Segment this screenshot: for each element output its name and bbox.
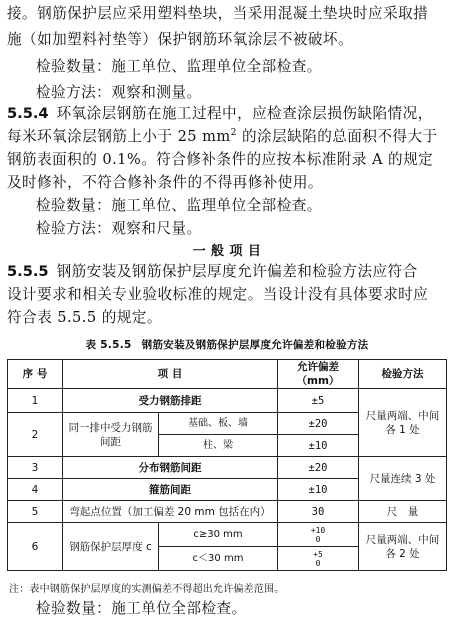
section-5-5-4-line bbox=[7, 104, 433, 124]
header-method: 检验方法 bbox=[359, 360, 447, 389]
general-items-heading: 一 般 项 目 bbox=[192, 244, 262, 259]
inspection-quantity-line: 检验数量：施工单位、监理单位全部检查。 bbox=[36, 197, 322, 214]
section-text: 环氧涂层钢筋在施工过程中，应检查涂层损伤缺陷情况， bbox=[56, 105, 433, 122]
table-caption bbox=[0, 337, 454, 352]
inspection-method-line: 检验方法：观察和测量。 bbox=[36, 84, 202, 101]
body-text-line: 施（如加塑料衬垫等）保护钢筋环氧涂层不被破坏。 bbox=[7, 31, 354, 48]
tolerance-upper: +5 bbox=[313, 549, 323, 559]
section-text: 钢筋安装及钢筋保护层厚度允许偏差和检验方法应符合 bbox=[56, 263, 418, 280]
body-text-line: 钢筋表面积的 0.1%。符合修补条件的应按本标准附录 A 的规定 bbox=[7, 151, 434, 168]
table-row bbox=[8, 501, 447, 523]
table-note: 注：表中钢筋保护层厚度的实测偏差不得超出允许偏差范围。 bbox=[9, 584, 285, 595]
body-text-line: 符合表 5.5.5 的规定。 bbox=[7, 309, 162, 326]
row-number: 1 bbox=[8, 389, 63, 413]
table-title: 钢筋安装及钢筋保护层厚度允许偏差和检验方法 bbox=[141, 339, 369, 351]
row-item: 弯起点位置（加工偏差 20 mm 包括在内） bbox=[63, 501, 278, 523]
row-subitem: 柱、梁 bbox=[159, 435, 278, 457]
table-header-row bbox=[8, 360, 447, 389]
text-fragment: 每米环氧涂层钢筋上小于 25 mm bbox=[7, 128, 231, 145]
tolerance-lower: 0 bbox=[315, 558, 321, 568]
row-tolerance: ±10 bbox=[278, 435, 359, 457]
body-text-line: 及时修补，不符合修补条件的不得再修补使用。 bbox=[7, 174, 323, 191]
row-tolerance: 30 bbox=[278, 501, 359, 523]
header-tolerance: 允许偏差（mm） bbox=[278, 360, 359, 389]
row-item: 受力钢筋排距 bbox=[63, 389, 278, 413]
inspection-quantity-line: 检验数量：施工单位、监理单位全部检查。 bbox=[36, 58, 322, 75]
row-number: 6 bbox=[8, 523, 63, 571]
inspection-method-line: 检验方法：观察和尺量。 bbox=[36, 220, 202, 237]
row-subitem: 基础、板、墙 bbox=[159, 413, 278, 435]
tolerance-upper: +10 bbox=[310, 525, 326, 535]
tolerance-stack bbox=[311, 526, 325, 544]
row-tolerance: ±20 bbox=[278, 413, 359, 435]
section-5-5-5-line bbox=[7, 262, 418, 282]
row-method: 尺 量 bbox=[359, 501, 447, 523]
row-number: 4 bbox=[8, 479, 63, 501]
row-subitem: c≥30 mm bbox=[159, 523, 278, 547]
section-number: 5.5.4 bbox=[7, 105, 49, 122]
row-number: 2 bbox=[8, 413, 63, 457]
header-no: 序 号 bbox=[8, 360, 63, 389]
table-row bbox=[8, 457, 447, 479]
row-item: 钢筋保护层厚度 c bbox=[63, 523, 159, 571]
row-method: 尺量两端、中间各 1 处 bbox=[359, 389, 447, 457]
tolerance-lower: 0 bbox=[315, 534, 321, 544]
final-inspection-quantity-line: 检验数量：施工单位全部检查。 bbox=[36, 600, 247, 617]
row-method: 尺量两端、中间各 2 处 bbox=[359, 523, 447, 571]
section-number: 5.5.5 bbox=[7, 263, 49, 280]
table-row bbox=[8, 523, 447, 547]
row-number: 3 bbox=[8, 457, 63, 479]
row-tolerance bbox=[278, 547, 359, 571]
row-subitem: c＜30 mm bbox=[159, 547, 278, 571]
row-item: 分布钢筋间距 bbox=[63, 457, 278, 479]
tolerance-table bbox=[7, 359, 447, 571]
row-tolerance bbox=[278, 523, 359, 547]
body-text-line bbox=[7, 127, 438, 147]
row-method: 尺量连续 3 处 bbox=[359, 457, 447, 501]
row-tolerance: ±20 bbox=[278, 457, 359, 479]
tolerance-stack bbox=[313, 550, 323, 568]
text-fragment: 的涂层缺陷的总面积不得大于 bbox=[236, 128, 438, 145]
row-item: 箍筋间距 bbox=[63, 479, 278, 501]
header-item: 项 目 bbox=[63, 360, 278, 389]
row-number: 5 bbox=[8, 501, 63, 523]
table-row bbox=[8, 389, 447, 413]
superscript: 2 bbox=[230, 128, 237, 138]
body-text-line: 接。钢筋保护层应采用塑料垫块，当采用混凝土垫块时应采取措 bbox=[7, 5, 429, 22]
body-text-line: 设计要求和相关专业验收标准的规定。当设计没有具体要求时应 bbox=[7, 286, 429, 303]
row-item: 同一排中受力钢筋间距 bbox=[63, 413, 159, 457]
table-number: 表 5.5.5 bbox=[85, 339, 132, 351]
row-tolerance: ±10 bbox=[278, 479, 359, 501]
row-tolerance: ±5 bbox=[278, 389, 359, 413]
